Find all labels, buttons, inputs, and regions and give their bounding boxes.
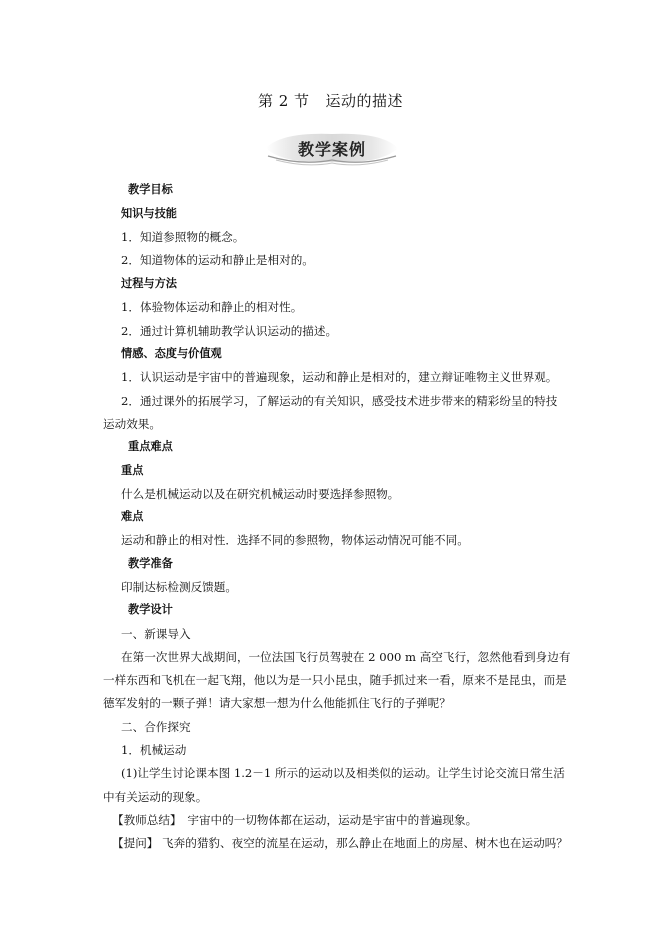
- discussion-line-2: 中有关运动的现象。: [103, 790, 208, 804]
- question-line: 【提问】 飞奔的猎豹、夜空的流星在运动，那么静止在地面上的房屋、树木也在运动吗？: [112, 836, 568, 850]
- discussion-line-1: (1)让学生讨论课本图 1.2－1 所示的运动以及相类似的运动。让学生讨论交流日常生活: [121, 766, 565, 780]
- section-name: 运动的描述: [325, 92, 404, 110]
- goal-process-1: 1．体验物体运动和静止的相对性。: [121, 300, 303, 314]
- teacher-summary: 【教师总结】 宇宙中的一切物体都在运动，运动是宇宙中的普遍现象。: [112, 813, 478, 827]
- subheading-key: 重点: [121, 464, 144, 477]
- goal-emotion-1: 1．认识运动是宇宙中的普遍现象，运动和静止是相对的，建立辩证唯物主义世界观。: [121, 370, 558, 384]
- heading-key-points: 重点难点: [128, 440, 173, 453]
- subheading-cooperative-inquiry: 二、合作探究: [121, 720, 191, 734]
- intro-paragraph-line-1: 在第一次世界大战期间，一位法国飞行员驾驶在 2 000 m 高空飞行，忽然他看到身边有: [121, 650, 571, 664]
- preparation-text: 印制达标检测反馈题。: [121, 580, 237, 594]
- goal-emotion-2: 2．通过课外的拓展学习，了解运动的有关知识，感受技术进步带来的精彩纷呈的特技: [121, 394, 558, 408]
- subheading-knowledge-skills: 知识与技能: [121, 207, 177, 220]
- goal-knowledge-2: 2．知道物体的运动和静止是相对的。: [121, 253, 314, 267]
- subheading-mechanical-motion: 1．机械运动: [121, 743, 187, 757]
- intro-paragraph-line-3: 德军发射的一颗子弹！请大家想一想为什么他能抓住飞行的子弹呢？: [103, 696, 451, 710]
- goal-process-2: 2．通过计算机辅助教学认识运动的描述。: [121, 324, 338, 338]
- subheading-process-method: 过程与方法: [121, 277, 177, 290]
- subheading-emotion-values: 情感、态度与价值观: [121, 347, 222, 360]
- intro-paragraph-line-2: 一样东西和飞机在一起飞翔，他以为是一只小昆虫，随手抓过来一看，原来不是昆虫，而是: [103, 673, 567, 687]
- banner-title: 教学案例: [297, 140, 366, 159]
- section-number: 第 2 节: [257, 92, 310, 110]
- heading-teaching-goals: 教学目标: [128, 183, 173, 196]
- teaching-case-banner: [262, 130, 402, 166]
- heading-teaching-design: 教学设计: [128, 603, 173, 616]
- heading-preparation: 教学准备: [128, 557, 173, 570]
- subheading-introduction: 一、新课导入: [121, 627, 191, 641]
- subheading-difficulty: 难点: [121, 510, 144, 523]
- difficulty-text: 运动和静止的相对性．选择不同的参照物，物体运动情况可能不同。: [121, 533, 469, 547]
- page-title: [0, 90, 661, 111]
- goal-knowledge-1: 1．知道参照物的概念。: [121, 230, 245, 244]
- key-point-text: 什么是机械运动以及在研究机械运动时要选择参照物。: [121, 487, 400, 501]
- goal-emotion-2-cont: 运动效果。: [103, 417, 161, 431]
